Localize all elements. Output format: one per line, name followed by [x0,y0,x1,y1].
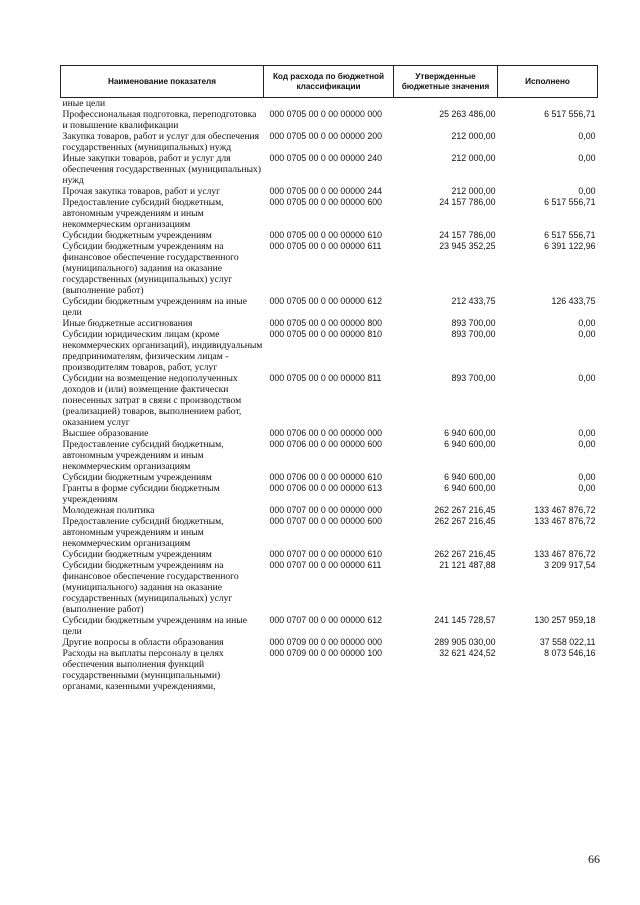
row-execution: 6 517 556,71 [544,230,596,240]
row-code: 000 0709 00 0 00 00000 100 [269,648,383,658]
row-execution: 6 517 556,71 [544,109,596,119]
row-approved: 21 121 487,88 [439,560,496,570]
row-code: 000 0707 00 0 00 00000 600 [269,516,383,526]
row-approved: 32 621 424,52 [439,648,496,658]
row-approved: 893 700,00 [451,329,496,339]
table-row [61,131,598,153]
row-execution: 6 517 556,71 [544,197,596,207]
row-name: Другие вопросы в области образования [62,637,224,648]
row-code: 000 0706 00 0 00 00000 610 [269,472,383,482]
row-code: 000 0705 00 0 00 00000 611 [269,241,382,251]
row-code: 000 0706 00 0 00 00000 613 [269,483,383,493]
table-row [61,241,598,296]
row-name: Иные закупки товаров, работ и услуг для обеспечения государственных (муниципальных) нужд [62,153,262,186]
table-row [61,186,598,197]
row-execution: 0,00 [578,483,596,493]
row-approved: 262 267 216,45 [434,516,496,526]
row-code: 000 0705 00 0 00 00000 600 [269,197,383,207]
row-approved: 289 905 030,00 [434,637,496,647]
table-row [61,109,598,131]
row-approved: 212 000,00 [451,131,496,141]
row-execution: 0,00 [578,318,596,328]
row-approved: 212 000,00 [451,186,496,196]
row-code: 000 0705 00 0 00 00000 240 [269,153,383,163]
row-name: Субсидии бюджетным учреждениям на иные цели [62,296,247,318]
row-name: Субсидии на возмещение недополученных доходов и (или) возмещение фактически понесенных затрат в связи с производством (реализацией) товаров, выполнением работ, оказанием услуг [62,373,242,428]
row-code: 000 0705 00 0 00 00000 811 [269,373,382,383]
row-name: Закупка товаров, работ и услуг для обеспечения государственных (муниципальных) нужд [62,131,260,153]
row-approved: 23 945 352,25 [439,241,496,251]
row-code: 000 0705 00 0 00 00000 612 [269,296,383,306]
row-execution: 126 433,75 [551,296,596,306]
row-code: 000 0705 00 0 00 00000 200 [269,131,383,141]
table-row [61,560,598,615]
row-execution: 6 391 122,96 [544,241,596,251]
row-name: Предоставление субсидий бюджетным, автономным учреждениям и иным некоммерческим организациям [62,439,224,472]
row-approved: 262 267 216,45 [434,505,496,515]
row-name: Субсидии бюджетным учреждениям [62,549,212,560]
row-execution: 0,00 [578,329,596,339]
row-name: Прочая закупка товаров, работ и услуг [62,186,221,197]
table-row [61,230,598,241]
table-header-row [61,66,598,98]
row-approved: 24 157 786,00 [439,197,496,207]
table-row [61,197,598,230]
row-code: 000 0709 00 0 00 00000 000 [269,637,383,647]
row-approved: 6 940 600,00 [444,472,496,482]
table-body [61,98,598,693]
row-execution: 133 467 876,72 [534,505,596,515]
row-code: 000 0707 00 0 00 00000 612 [269,615,383,625]
row-execution: 0,00 [578,153,596,163]
row-execution: 0,00 [578,428,596,438]
row-execution: 0,00 [578,131,596,141]
row-approved: 212 000,00 [451,153,496,163]
row-execution: 133 467 876,72 [534,549,596,559]
row-name: Субсидии бюджетным учреждениям на финансовое обеспечение государственного (муниципального) задания на оказание государственных (муниципальных) услуг (выполнение работ) [62,560,239,615]
row-code: 000 0705 00 0 00 00000 000 [269,109,383,119]
row-name: Субсидии юридическим лицам (кроме некоммерческих организаций), индивидуальным предпринимателям, физическим лицам - производителям товаров, работ, услуг [62,329,263,373]
row-name: Субсидии бюджетным учреждениям на иные цели [62,615,247,637]
row-code [264,98,394,110]
table-row [61,373,598,428]
table-row [61,516,598,549]
row-name: Предоставление субсидий бюджетным, автономным учреждениям и иным некоммерческим организациям [62,516,224,549]
row-code: 000 0707 00 0 00 00000 000 [269,505,383,515]
row-code: 000 0706 00 0 00 00000 000 [269,428,383,438]
row-name: иные цели [62,98,106,109]
row-approved: 24 157 786,00 [439,230,496,240]
row-code: 000 0707 00 0 00 00000 610 [269,549,383,559]
header-approved: Утвержденные бюджетные значения [394,66,498,98]
row-name: Субсидии бюджетным учреждениям на финансовое обеспечение государственного (муниципального) задания на оказание государственных (муниципальных) услуг (выполнение работ) [62,241,239,296]
row-approved: 893 700,00 [451,373,496,383]
table-row [61,318,598,329]
table-row [61,483,598,505]
row-approved: 6 940 600,00 [444,428,496,438]
budget-execution-table [60,65,598,692]
row-approved: 893 700,00 [451,318,496,328]
header-name: Наименование показателя [61,66,264,98]
row-execution: 133 467 876,72 [534,516,596,526]
row-execution [498,98,598,110]
table-row [61,472,598,483]
table-row [61,615,598,637]
table-row [61,439,598,472]
row-name: Гранты в форме субсидии бюджетным учреждениям [62,483,220,505]
row-name: Расходы на выплаты персоналу в целях обеспечения выполнения функций государственными (муниципальными) органами, казенными учреждениями, [62,648,224,692]
page-number: 66 [588,852,600,866]
row-name: Субсидии бюджетным учреждениям [62,230,212,241]
table-row [61,648,598,692]
header-execution: Исполнено [498,66,598,98]
table-row [61,428,598,439]
row-approved: 262 267 216,45 [434,549,496,559]
row-execution: 130 257 959,18 [534,615,596,625]
row-approved: 212 433,75 [451,296,496,306]
row-approved: 6 940 600,00 [444,483,496,493]
row-name: Субсидии бюджетным учреждениям [62,472,212,483]
table-row [61,329,598,373]
row-execution: 37 558 022,11 [539,637,596,647]
table-row [61,98,598,110]
row-name: Иные бюджетные ассигнования [62,318,193,329]
row-execution: 0,00 [578,373,596,383]
row-code: 000 0705 00 0 00 00000 810 [269,329,383,339]
row-approved [394,98,498,110]
row-name: Высшее образование [62,428,149,439]
row-code: 000 0706 00 0 00 00000 600 [269,439,383,449]
row-code: 000 0705 00 0 00 00000 800 [269,318,383,328]
row-code: 000 0705 00 0 00 00000 610 [269,230,383,240]
row-execution: 3 209 917,54 [544,560,596,570]
row-execution: 0,00 [578,186,596,196]
row-name: Профессиональная подготовка, переподготовка и повышение квалификации [62,109,257,131]
table-row [61,153,598,186]
row-code: 000 0705 00 0 00 00000 244 [269,186,383,196]
table-row [61,549,598,560]
row-name: Молодежная политика [62,505,155,516]
table-row [61,296,598,318]
header-code: Код расхода по бюджетной классификации [264,66,394,98]
table-row [61,637,598,648]
table-row [61,505,598,516]
row-execution: 8 073 546,16 [544,648,596,658]
row-code: 000 0707 00 0 00 00000 611 [269,560,382,570]
row-approved: 25 263 486,00 [439,109,496,119]
row-execution: 0,00 [578,472,596,482]
row-approved: 6 940 600,00 [444,439,496,449]
row-execution: 0,00 [578,439,596,449]
row-name: Предоставление субсидий бюджетным, автономным учреждениям и иным некоммерческим организациям [62,197,224,230]
row-approved: 241 145 728,57 [434,615,496,625]
